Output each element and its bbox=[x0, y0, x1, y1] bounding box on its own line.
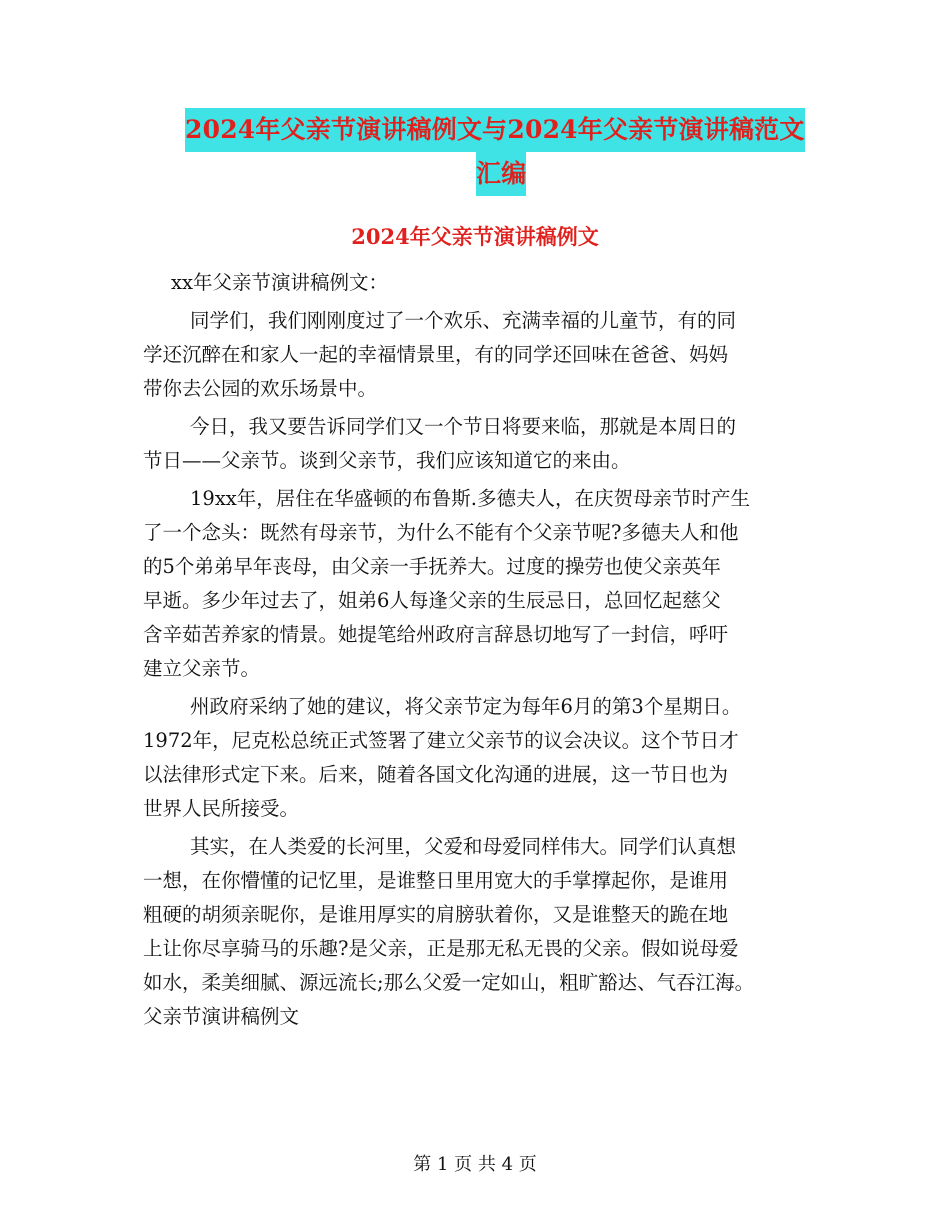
body-line: 早逝。多少年过去了，姐弟6人每逢父亲的生辰忌日，总回忆起慈父 bbox=[143, 589, 721, 612]
body-line: 带你去公园的欢乐场景中。 bbox=[143, 377, 378, 400]
body-line: 含辛茹苦养家的情景。她提笔给州政府言辞恳切地写了一封信，呼吁 bbox=[143, 623, 729, 646]
body-line: 上让你尽享骑马的乐趣?是父亲，正是那无私无畏的父亲。假如说母爱 bbox=[143, 937, 739, 960]
body-line: 父亲节演讲稿例文 bbox=[143, 1005, 300, 1028]
body-line: 1972年，尼克松总统正式签署了建立父亲节的议会决议。这个节日才 bbox=[143, 729, 739, 752]
body-line: 其实，在人类爱的长河里，父爱和母爱同样伟大。同学们认真想 bbox=[190, 835, 737, 858]
body-line: 学还沉醉在和家人一起的幸福情景里，有的同学还回味在爸爸、妈妈 bbox=[143, 343, 729, 366]
title-line-2: 汇编 bbox=[476, 152, 526, 196]
body-line: 世界人民所接受。 bbox=[143, 797, 300, 820]
body-line: 一想，在你懵懂的记忆里，是谁整日里用宽大的手掌撑起你，是谁用 bbox=[143, 869, 729, 892]
body-line: 州政府采纳了她的建议，将父亲节定为每年6月的第3个星期日。 bbox=[190, 695, 742, 718]
body-line: 今日，我又要告诉同学们又一个节日将要来临，那就是本周日的 bbox=[190, 415, 737, 438]
body-line: 以法律形式定下来。后来，随着各国文化沟通的进展，这一节日也为 bbox=[143, 763, 729, 786]
body-line: 19xx年，居住在华盛顿的布鲁斯.多德夫人，在庆贺母亲节时产生 bbox=[190, 487, 751, 510]
body-line: 的5个弟弟早年丧母，由父亲一手抚养大。过度的操劳也使父亲英年 bbox=[143, 555, 721, 578]
title-line-1: 2024年父亲节演讲稿例文与2024年父亲节演讲稿范文 bbox=[185, 108, 805, 152]
body-line: xx年父亲节演讲稿例文： bbox=[171, 271, 388, 294]
body-line: 建立父亲节。 bbox=[143, 657, 261, 680]
page-footer: 第 1 页 共 4 页 bbox=[413, 1154, 537, 1175]
body-line: 粗硬的胡须亲昵你，是谁用厚实的肩膀驮着你，又是谁整天的跪在地 bbox=[143, 903, 729, 926]
body-line: 节日——父亲节。谈到父亲节，我们应该知道它的来由。 bbox=[143, 449, 631, 472]
section-heading: 2024年父亲节演讲稿例文 bbox=[351, 224, 599, 249]
body-line: 如水，柔美细腻、源远流长;那么父爱一定如山，粗旷豁达、气吞江海。 bbox=[143, 971, 755, 994]
body-line: 同学们，我们刚刚度过了一个欢乐、充满幸福的儿童节，有的同 bbox=[190, 309, 737, 332]
body-line: 了一个念头：既然有母亲节，为什么不能有个父亲节呢?多德夫人和他 bbox=[143, 521, 739, 544]
